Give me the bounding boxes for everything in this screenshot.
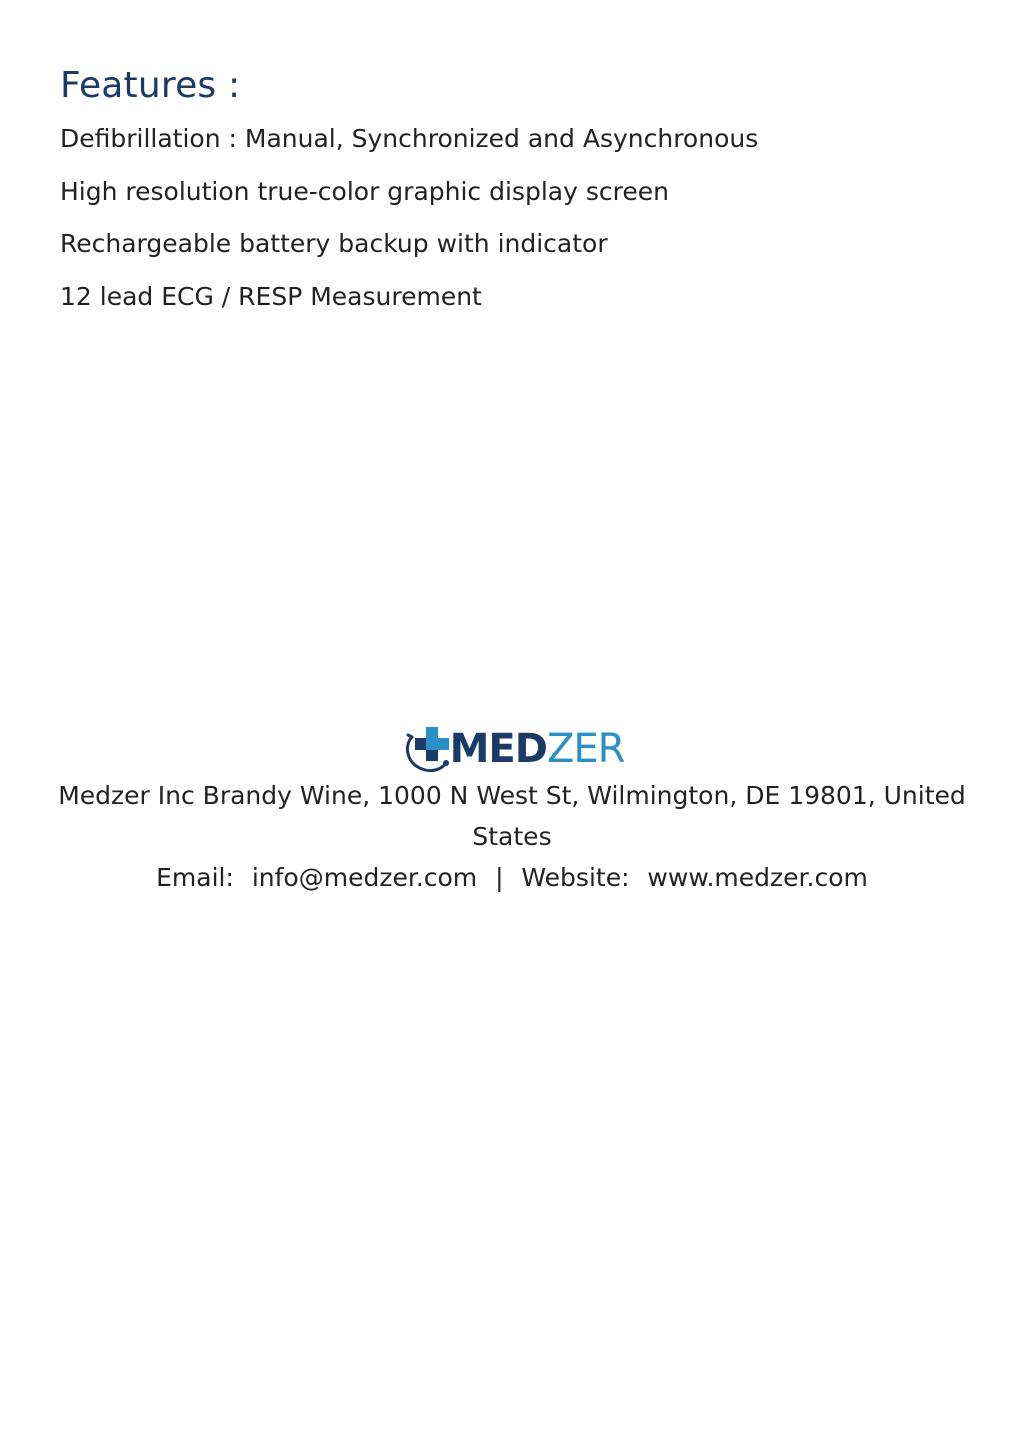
logo-wordmark xyxy=(450,724,625,774)
contact-separator: | xyxy=(495,863,504,892)
medical-cross-stethoscope-icon xyxy=(402,723,454,775)
website-link[interactable]: www.medzer.com xyxy=(647,863,868,892)
contact-line xyxy=(0,857,1024,898)
features-list xyxy=(60,124,758,334)
company-footer xyxy=(0,722,1024,898)
feature-item: Rechargeable battery backup with indicator xyxy=(60,229,608,258)
email-link[interactable]: info@medzer.com xyxy=(251,863,478,892)
logo-text-part-2: ZER xyxy=(546,726,625,772)
email-label: Email: xyxy=(156,863,234,892)
feature-item: High resolution true-color graphic display screen xyxy=(60,176,669,206)
feature-item: Defibrillation : Manual, Synchronized and Asynchronous xyxy=(60,124,759,153)
feature-item: 12 lead ECG / RESP Measurement xyxy=(60,281,482,311)
features-title: Features : xyxy=(60,65,241,106)
website-label: Website: xyxy=(521,863,630,892)
logo-text-part-1: MED xyxy=(449,726,547,772)
company-address: Medzer Inc Brandy Wine, 1000 N West St, Wilmington, DE 19801, United States xyxy=(58,781,966,851)
medzer-logo xyxy=(402,722,625,776)
